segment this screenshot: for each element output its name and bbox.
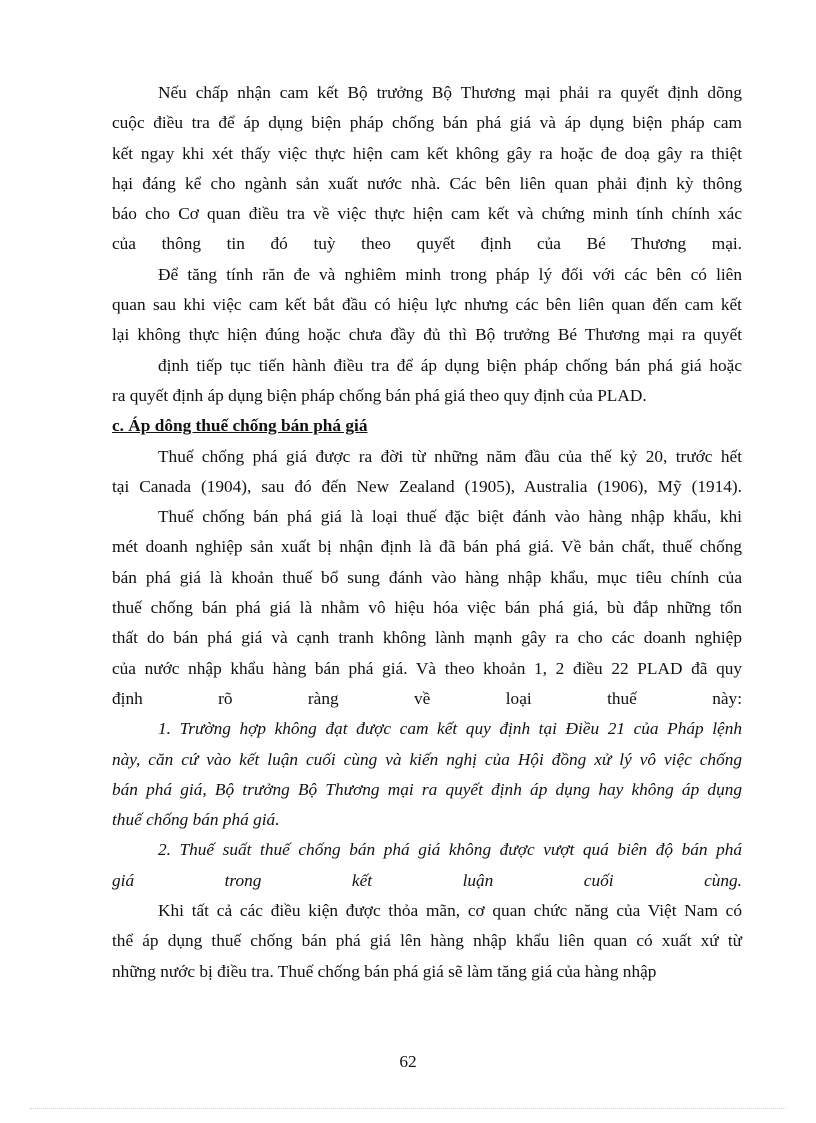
quoted-text-line: này, căn cứ vào kết luận cuối cùng và kiến nghị của Hội đồng xử lý vô việc chống <box>112 749 742 769</box>
text-line: thể áp dụng thuế chống bán phá giá lên hàng nhập khẩu liên quan có xuất xứ từ <box>112 931 742 951</box>
text-line: ra quyết định áp dụng biện pháp chống bán phá giá theo quy định của PLAD. <box>112 385 647 405</box>
text-line: thuế chống bán phá giá là nhằm vô hiệu hóa việc bán phá giá, bù đắp những tổn <box>112 598 742 618</box>
text-line: quan sau khi việc cam kết bắt đầu có hiệu lực nhưng các bên liên quan đến cam kết <box>112 295 742 315</box>
text-line: định tiếp tục tiến hành điều tra để áp dụng biện pháp chống bán phá giá hoặc <box>158 355 742 375</box>
text-line: Nếu chấp nhận cam kết Bộ trưởng Bộ Thương mại phải ra quyết định dõng <box>158 83 742 102</box>
text-line: của thông tin đó tuỳ theo quyết định của Bé Thương mại. <box>112 234 742 254</box>
text-line: Thuế chống bán phá giá là loại thuế đặc biệt đánh vào hàng nhập khẩu, khi <box>158 507 742 527</box>
text-line: Thuế chống phá giá được ra đời từ những năm đầu của thế kỷ 20, trước hết <box>158 446 742 466</box>
text-line: định rõ ràng về loại thuế này: <box>112 688 742 708</box>
page-bottom-border <box>30 1108 786 1109</box>
section-heading: c. Áp dông thuế chống bán phá giá <box>112 416 368 436</box>
quoted-text-line: bán phá giá, Bộ trưởng Bộ Thương mại ra quyết định áp dụng hay không áp dụng <box>112 779 742 799</box>
text-line: mét doanh nghiệp sản xuất bị nhận định là đã bán phá giá. Về bản chất, thuế chống <box>112 537 742 557</box>
page-number: 62 <box>399 1052 417 1071</box>
document-body <box>112 78 742 987</box>
text-line: Để tăng tính răn đe và nghiêm minh trong pháp lý đối với các bên có liên <box>158 264 742 284</box>
text-line: Khi tất cả các điều kiện được thỏa mãn, cơ quan chức năng của Việt Nam có <box>158 901 742 921</box>
text-line: lại không thực hiện đúng hoặc chưa đầy đủ thì Bộ trưởng Bé Thương mại ra quyết <box>112 325 742 345</box>
quoted-text-line: thuế chống bán phá giá. <box>112 810 280 830</box>
text-line: những nước bị điều tra. Thuế chống bán phá giá sẽ làm tăng giá của hàng nhập <box>112 961 657 981</box>
quoted-text-line: 2. Thuế suất thuế chống bán phá giá không được vượt quá biên độ bán phá <box>158 840 742 860</box>
text-line: hại đáng kể cho ngành sản xuất nước nhà. Các bên liên quan phải định kỳ thông <box>112 173 742 193</box>
text-line: báo cho Cơ quan điều tra về việc thực hiện cam kết và chứng minh tính chính xác <box>112 204 742 224</box>
quoted-text-line: 1. Trường hợp không đạt được cam kết quy định tại Điều 21 của Pháp lệnh <box>158 719 742 739</box>
text-line: cuộc điều tra để áp dụng biện pháp chống bán phá giá và áp dụng biện pháp cam <box>112 113 742 133</box>
text-line: thất do bán phá giá và cạnh tranh không lành mạnh gây ra cho các doanh nghiệp <box>112 628 742 648</box>
text-line: kết ngay khi xét thấy việc thực hiện cam kết không gây ra hoặc đe doạ gây ra thiệt <box>112 143 742 163</box>
text-line: bán phá giá là khoản thuế bổ sung đánh vào hàng nhập khẩu, mục tiêu chính của <box>112 567 742 587</box>
quoted-text-line: giá trong kết luận cuối cùng. <box>112 870 742 890</box>
text-line: của nước nhập khẩu hàng bán phá giá. Và theo khoản 1, 2 điều 22 PLAD đã quy <box>112 658 742 678</box>
text-line: tại Canada (1904), sau đó đến New Zealand (1905), Australia (1906), Mỹ (1914). <box>112 476 742 496</box>
